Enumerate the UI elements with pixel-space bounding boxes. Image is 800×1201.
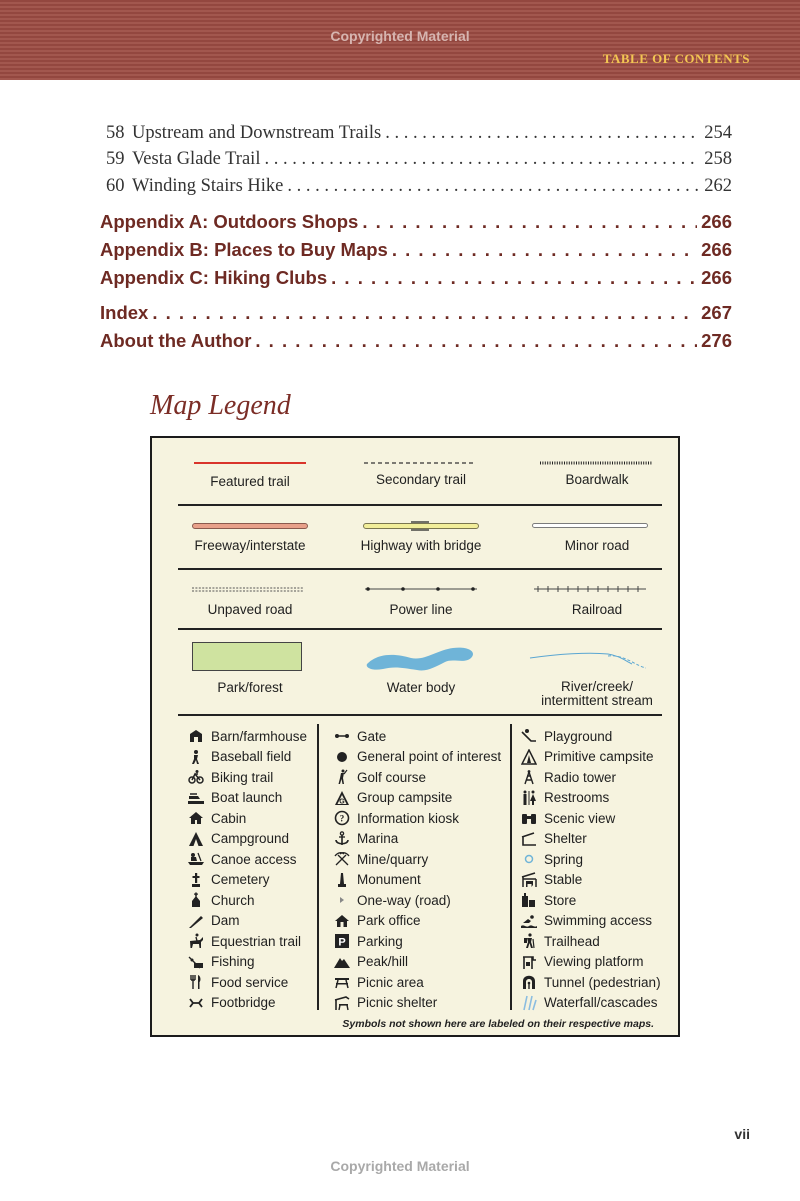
- church-icon: [188, 892, 204, 908]
- toc-about-row[interactable]: [100, 330, 732, 352]
- symbol-item: Church: [188, 890, 255, 910]
- legend-label: Highway with bridge: [360, 538, 482, 553]
- symbol-item: Marina: [334, 829, 398, 849]
- legend-label: Water body: [386, 680, 456, 695]
- symbol-item: Stable: [521, 870, 582, 890]
- symbol-item: Playground: [521, 726, 612, 746]
- power-line-icon: [365, 585, 477, 593]
- symbol-item: Primitive campsite: [521, 747, 654, 767]
- cabin-icon: [188, 810, 204, 826]
- symbol-item: P Parking: [334, 931, 403, 951]
- symbol-item: Picnic area: [334, 972, 424, 992]
- trailhead-icon: [521, 933, 537, 949]
- legend-label: Minor road: [564, 538, 630, 553]
- tunnel-icon: [521, 974, 537, 990]
- symbol-item: Monument: [334, 870, 421, 890]
- legend-label: Railroad: [571, 602, 623, 617]
- legend-title: Map Legend: [150, 390, 291, 421]
- about-page: 276: [701, 330, 732, 351]
- index-title: Index: [100, 302, 149, 323]
- dam-icon: [188, 913, 204, 929]
- legend-label: Unpaved road: [207, 602, 293, 617]
- legend-railroad: [522, 584, 672, 624]
- page-number: vii: [734, 1126, 750, 1142]
- symbol-item: Campground: [188, 829, 289, 849]
- symbol-item: Canoe access: [188, 849, 297, 869]
- hike-title: Winding Stairs Hike: [132, 176, 284, 196]
- legend-label: Secondary trail: [375, 472, 467, 487]
- legend-freeway: [180, 522, 320, 562]
- golf-icon: [334, 769, 350, 785]
- svg-text:P: P: [338, 936, 346, 949]
- fishing-icon: [188, 954, 204, 970]
- symbol-item: General point of interest: [334, 747, 501, 767]
- toc-hike-row[interactable]: [106, 176, 732, 197]
- leader-dots: [264, 149, 700, 170]
- mine-icon: [334, 851, 350, 867]
- leader-dots: [385, 123, 700, 144]
- toc-hike-row[interactable]: [106, 123, 732, 144]
- appendix-page: 266: [701, 239, 732, 260]
- toc-index-row[interactable]: [100, 302, 732, 324]
- symbol-item: Spring: [521, 849, 583, 869]
- parking-icon: [334, 933, 350, 949]
- hike-title: Vesta Glade Trail: [132, 149, 261, 169]
- hike-number: 60: [106, 176, 125, 196]
- water-body-icon: [365, 644, 477, 674]
- symbol-item: Swimming access: [521, 911, 652, 931]
- binoculars-icon: [521, 810, 537, 826]
- minor-road-icon: [532, 522, 648, 530]
- appendix-page: 266: [701, 211, 732, 232]
- legend-divider: [178, 568, 662, 570]
- symbol-item: Dam: [188, 911, 240, 931]
- radio-tower-icon: [521, 769, 537, 785]
- peak-icon: [334, 954, 350, 970]
- legend-featured-trail: [180, 458, 320, 498]
- symbol-item: Cemetery: [188, 870, 270, 890]
- legend-label: Power line: [389, 602, 453, 617]
- highway-bridge-icon: [363, 521, 479, 531]
- playground-icon: [521, 728, 537, 744]
- legend-divider: [178, 714, 662, 716]
- boardwalk-icon: [540, 460, 652, 466]
- unpaved-road-icon: [192, 586, 304, 594]
- symbol-item: Fishing: [188, 952, 255, 972]
- legend-label: [522, 680, 672, 708]
- leader-dots: [152, 302, 697, 324]
- hike-title: Upstream and Downstream Trails: [132, 123, 382, 143]
- running-head: TABLE OF CONTENTS: [602, 51, 750, 66]
- symbol-item: Park office: [334, 911, 421, 931]
- watermark-bottom: Copyrighted Material: [330, 1158, 470, 1174]
- svg-text:?: ?: [339, 813, 345, 824]
- toc-hike-row[interactable]: [106, 149, 732, 170]
- symbol-item: Golf course: [334, 767, 426, 787]
- leader-dots: [392, 239, 697, 261]
- toc-appendix-row[interactable]: [100, 239, 732, 261]
- campground-icon: [188, 831, 204, 847]
- legend-highway-bridge: [348, 522, 494, 562]
- svg-text:G: G: [339, 797, 345, 805]
- symbol-item: Tunnel (pedestrian): [521, 972, 661, 992]
- symbol-item: Scenic view: [521, 808, 615, 828]
- primitive-campsite-icon: [521, 749, 537, 765]
- group-campsite-icon: [334, 790, 350, 806]
- leader-dots: [331, 267, 697, 289]
- legend-column-divider: [510, 724, 512, 1010]
- hike-number: 59: [106, 149, 125, 169]
- symbol-item: One-way (road): [334, 890, 451, 910]
- symbol-item: Radio tower: [521, 767, 616, 787]
- anchor-icon: [334, 831, 350, 847]
- leader-dots: [362, 211, 697, 233]
- symbol-item: Store: [521, 890, 576, 910]
- baseball-icon: [188, 749, 204, 765]
- symbol-item: Restrooms: [521, 788, 609, 808]
- symbol-item: Gate: [334, 726, 386, 746]
- index-page: 267: [701, 302, 732, 323]
- store-icon: [521, 892, 537, 908]
- legend-boardwalk: [522, 458, 672, 498]
- park-forest-icon: [192, 642, 302, 672]
- info-kiosk-icon: [334, 810, 350, 826]
- legend-label: Boardwalk: [565, 472, 629, 487]
- symbol-item: Waterfall/cascades: [521, 993, 658, 1013]
- gate-icon: [334, 728, 350, 744]
- stable-icon: [521, 872, 537, 888]
- canoe-icon: [188, 851, 204, 867]
- hike-page: 262: [704, 176, 732, 196]
- swimming-icon: [521, 913, 537, 929]
- cemetery-icon: [188, 872, 204, 888]
- viewing-platform-icon: [521, 954, 537, 970]
- legend-divider: [178, 628, 662, 630]
- symbol-item: Food service: [188, 972, 288, 992]
- bike-icon: [188, 769, 204, 785]
- leader-dots: [287, 176, 700, 197]
- point-of-interest-icon: [334, 749, 350, 765]
- legend-park-forest: [180, 642, 320, 698]
- symbol-item: Barn/farmhouse: [188, 726, 307, 746]
- symbol-item: Peak/hill: [334, 952, 408, 972]
- legend-water-body: [348, 642, 494, 698]
- legend-box: [150, 436, 680, 1037]
- boat-launch-icon: [188, 790, 204, 806]
- symbol-item: ? Information kiosk: [334, 808, 459, 828]
- symbol-item: Biking trail: [188, 767, 273, 787]
- legend-footnote: Symbols not shown here are labeled on their respective maps.: [342, 1018, 654, 1030]
- legend-river-creek: [522, 642, 672, 708]
- appendix-title: Appendix A: Outdoors Shops: [100, 211, 359, 232]
- symbol-item: Viewing platform: [521, 952, 644, 972]
- hike-number: 58: [106, 123, 125, 143]
- restrooms-icon: [521, 790, 537, 806]
- food-icon: [188, 974, 204, 990]
- symbol-item: Shelter: [521, 829, 587, 849]
- symbol-item: G Group campsite: [334, 788, 452, 808]
- spring-icon: [521, 851, 537, 867]
- monument-icon: [334, 872, 350, 888]
- picnic-shelter-icon: [334, 995, 350, 1011]
- hike-page: 258: [704, 149, 732, 169]
- shelter-icon: [521, 831, 537, 847]
- freeway-icon: [192, 522, 308, 530]
- legend-power-line: [348, 584, 494, 624]
- picnic-area-icon: [334, 974, 350, 990]
- symbol-item: Picnic shelter: [334, 993, 437, 1013]
- toc-appendix-row[interactable]: [100, 211, 732, 233]
- waterfall-icon: [521, 995, 537, 1011]
- appendix-page: 266: [701, 267, 732, 288]
- symbol-item: Baseball field: [188, 747, 291, 767]
- appendix-title: Appendix C: Hiking Clubs: [100, 267, 328, 288]
- legend-secondary-trail: [348, 458, 494, 498]
- legend-label: Featured trail: [210, 474, 290, 489]
- watermark-top: Copyrighted Material: [330, 28, 470, 44]
- toc-appendix-row[interactable]: [100, 267, 732, 289]
- one-way-icon: [334, 892, 350, 908]
- secondary-trail-icon: [364, 460, 476, 466]
- symbol-item: Equestrian trail: [188, 931, 301, 951]
- legend-label-line: intermittent stream: [541, 693, 653, 708]
- railroad-icon: [534, 584, 646, 594]
- legend-column-divider: [317, 724, 319, 1010]
- park-office-icon: [334, 913, 350, 929]
- legend-unpaved-road: [180, 584, 320, 624]
- legend-label: Freeway/interstate: [194, 538, 306, 553]
- symbol-item: Mine/quarry: [334, 849, 428, 869]
- legend-divider: [178, 504, 662, 506]
- legend-label-line: River/creek/: [560, 679, 633, 694]
- symbol-item: Trailhead: [521, 931, 600, 951]
- hike-page: 254: [704, 123, 732, 143]
- legend-minor-road: [522, 522, 672, 562]
- leader-dots: [255, 330, 697, 352]
- river-creek-icon: [528, 646, 646, 676]
- appendix-title: Appendix B: Places to Buy Maps: [100, 239, 388, 260]
- legend-label: Park/forest: [217, 680, 283, 695]
- barn-icon: [188, 728, 204, 744]
- symbol-item: Boat launch: [188, 788, 282, 808]
- featured-trail-icon: [194, 460, 306, 466]
- symbol-item: Cabin: [188, 808, 246, 828]
- about-title: About the Author: [100, 330, 252, 351]
- horse-icon: [188, 933, 204, 949]
- symbol-item: Footbridge: [188, 993, 276, 1013]
- footbridge-icon: [188, 995, 204, 1011]
